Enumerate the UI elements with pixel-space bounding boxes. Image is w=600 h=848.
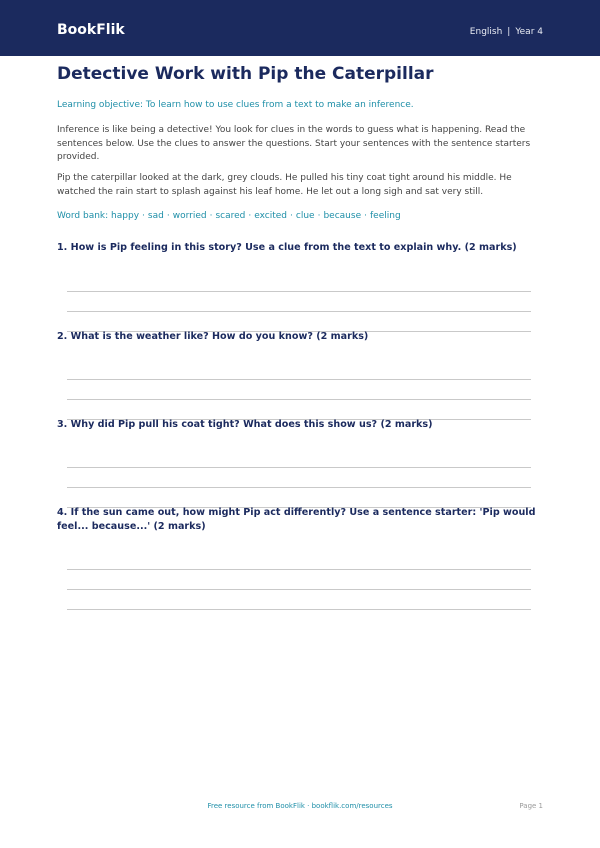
story-paragraph: Pip the caterpillar looked at the dark, grey clouds. He pulled his tiny coat tight around his middle. He watched the rain start to splash against his leaf home. He let out a long sigh and sat very still. [57,173,512,197]
word-bank [57,211,401,221]
question-1: 1. How is Pip feeling in this story? Use a clue from the text to explain why. (2 marks) [57,242,517,253]
answer-line[interactable] [67,589,531,590]
header-separator: | [507,27,511,37]
word-separator: · [248,211,252,221]
answer-line[interactable] [67,569,531,570]
header-meta [470,27,543,37]
word-bank-word: worried [172,211,207,221]
footer-text[interactable]: Free resource from BookFlik · bookflik.com/resources [207,802,393,810]
question-4: 4. If the sun came out, how might Pip act differently? Use a sentence starter: 'Pip would feel... because...' (2 marks) [57,507,536,532]
word-bank-word: sad [147,211,164,221]
word-bank-word: scared [215,211,246,221]
answer-line[interactable] [67,399,531,400]
question-2: 2. What is the weather like? How do you know? (2 marks) [57,331,369,342]
answer-line[interactable] [67,609,531,610]
page-title: Detective Work with Pip the Caterpillar [57,64,434,84]
year-label: Year 4 [515,27,543,37]
word-bank-label: Word bank: [57,211,109,221]
page-number: Page 1 [519,802,543,810]
brand-logo-text[interactable]: BookFlik [57,22,125,38]
answer-line[interactable] [67,379,531,380]
word-separator: · [166,211,170,221]
intro-paragraph: Inference is like being a detective! You look for clues in the words to guess what is happening. Read the sentences below. Use the clues to answer the questions. Start your sentences with the sentence starters provided. [57,125,531,162]
word-bank-word: because [323,211,362,221]
word-separator: · [209,211,213,221]
word-bank-word: happy [111,211,140,221]
answer-line[interactable] [67,467,531,468]
word-separator: · [142,211,145,221]
answer-line[interactable] [67,291,531,292]
learning-objective: Learning objective: To learn how to use clues from a text to make an inference. [57,100,414,110]
word-separator: · [364,211,367,221]
word-separator: · [290,211,293,221]
header-bar [0,0,600,56]
answer-line[interactable] [67,487,531,488]
word-bank-word: feeling [370,211,401,221]
word-separator: · [317,211,321,221]
word-bank-word: clue [295,211,315,221]
subject-label: English [469,27,503,37]
question-3: 3. Why did Pip pull his coat tight? What does this show us? (2 marks) [57,419,433,430]
answer-line[interactable] [67,311,531,312]
word-bank-word: excited [254,211,288,221]
